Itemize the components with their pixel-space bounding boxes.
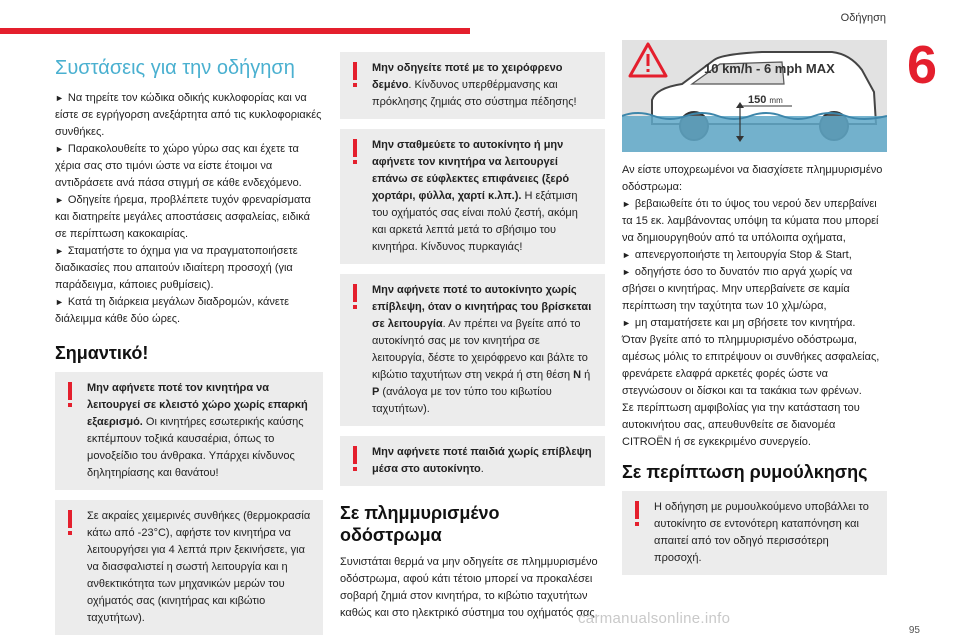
list-item: ► βεβαιωθείτε ότι το ύψος του νερού δεν υπερβαίνει τα 15 εκ. λαμβάνοντας υπόψη τα κύματα που μπορεί να δημιουργηθούν από τα υπόλοιπα οχήματα,	[622, 198, 879, 244]
header-title: Οδήγηση	[840, 12, 886, 24]
column-2	[340, 52, 605, 622]
triangle-bullet-icon: ►	[55, 144, 64, 154]
triangle-bullet-icon: ►	[55, 195, 64, 205]
list-item: ► οδηγήστε όσο το δυνατόν πιο αργά χωρίς να σβήσει ο κινητήρας. Μην υπερβαίνετε σε καμία περίπτωση την ταχύτητα των 10 χλμ/ώρα,	[622, 266, 853, 312]
after-flood-paragraph: Όταν βγείτε από το πλημμυρισμένο οδόστρωμα, αμέσως μόλις το επιτρέψουν οι συνθήκες ασφαλείας, φρενάρετε ελαφρά αρκετές φορές ώστε να στεγνώσουν οι δίσκοι και τα τακάκια των φρένων.	[622, 334, 880, 397]
flooded-road-illustration	[622, 40, 887, 152]
list-item: ► Κατά τη διάρκεια μεγάλων διαδρομών, κάνετε διάλειμμα κάθε δύο ώρες.	[55, 296, 289, 325]
driving-tips-list	[55, 90, 323, 328]
list-item: ► Οδηγείτε ήρεμα, προβλέπετε τυχόν φρεναρίσματα και διατηρείτε μεγάλες αποστάσεις ασφαλείας, ειδικά σε περίπτωση κακοκαιρίας.	[55, 194, 311, 240]
water-depth-label: 150 mm	[748, 94, 783, 106]
exclamation-icon	[352, 62, 358, 87]
triangle-bullet-icon: ►	[622, 199, 631, 209]
triangle-bullet-icon: ►	[55, 93, 64, 103]
column-1	[55, 52, 323, 640]
flood-paragraph: Συνιστάται θερμά να μην οδηγείτε σε πλημμυρισμένο οδόστρωμα, αφού κάτι τέτοιο μπορεί να προκαλέσει σοβαρή ζημιά στον κινητήρα, το κιβώτιο ταχυτήτων καθώς και στο ηλεκτρικό σύστημα του οχήματός σας.	[340, 556, 598, 619]
warning-box-flammable: Μην σταθμεύετε το αυτοκίνητο ή μην αφήνετε τον κινητήρα να λειτουργεί επάνω σε εύφλεκτες επιφάνειες (ξερό χορτάρι, φύλλα, χαρτί κ.λπ.). Η εξάτμιση του οχήματός σας είναι πολύ ζεστή, ακόμη και αρκετά λεπτά μετά το σβήσιμο του κινητήρα. Κίνδυνος πυρκαγιάς!	[340, 129, 605, 264]
triangle-bullet-icon: ►	[55, 246, 64, 256]
warning-box-ventilation: Μην αφήνετε ποτέ τον κινητήρα να λειτουργεί σε κλειστό χώρο χωρίς επαρκή εξαερισμό. Οι κινητήρες εσωτερικής καύσης εκπέμπουν τοξικά καυσαέρια, όπως το μονοξείδιο του άνθρακα. Υπάρχει κίνδυνος δηλητηρίασης και θανάτου!	[55, 372, 323, 490]
doubt-paragraph: Σε περίπτωση αμφιβολίας για την κατάσταση του αυτοκινήτου σας, απευθυνθείτε σε διανομέα CITROËN ή σε εγκεκριμένο συνεργείο.	[622, 402, 860, 448]
chapter-number: 6	[906, 35, 938, 95]
page-number: 95	[908, 625, 920, 636]
watermark: carmanualsonline.info	[578, 610, 731, 627]
header-red-bar	[0, 28, 470, 34]
exclamation-icon	[352, 139, 358, 164]
warning-box-winter: Σε ακραίες χειμερινές συνθήκες (θερμοκρασία κάτω από -23°C), αφήστε τον κινητήρα να λειτουργήσει για 4 λεπτά πριν ξεκινήσετε, για να διασφαλιστεί η σωστή λειτουργία και η ανθεκτικότητα των μηχανικών μερών του οχήματός σας (κινητήρας και κιβώτιο ταχυτήτων).	[55, 500, 323, 635]
triangle-bullet-icon: ►	[622, 250, 631, 260]
section-title-driving-tips: Συστάσεις για την οδήγηση	[55, 57, 295, 79]
flood-intro: Αν είστε υποχρεωμένοι να διασχίσετε πλημμυρισμένο οδόστρωμα:	[622, 164, 883, 193]
exclamation-icon	[67, 510, 73, 535]
warning-box-unattended-engine: Μην αφήνετε ποτέ το αυτοκίνητο χωρίς επίβλεψη, όταν ο κινητήρας του βρίσκεται σε λειτουργία. Αν πρέπει να βγείτε από το αυτοκίνητό σας με τον κινητήρα σε λειτουργία, δέστε το χειρόφρενο και βάλτε το κιβώτιο ταχυτήτων στη νεκρά ή στη θέση N ή P (ανάλογα με τον τύπο του κιβωτίου ταχυτήτων).	[340, 274, 605, 426]
triangle-bullet-icon: ►	[622, 267, 631, 277]
list-item: ► Να τηρείτε τον κώδικα οδικής κυκλοφορίας και να είστε σε εγρήγορση ανεξάρτητα από τις κυκλοφοριακές συνθήκες.	[55, 92, 322, 138]
list-item: ► μη σταματήσετε και μη σβήσετε τον κινητήρα.	[622, 317, 856, 329]
section-title-towing: Σε περίπτωση ρυμούλκησης	[622, 462, 868, 482]
speed-limit-label: 10 km/h - 6 mph MAX	[704, 61, 835, 76]
warning-box-children: Μην αφήνετε ποτέ παιδιά χωρίς επίβλεψη μέσα στο αυτοκίνητο.	[340, 436, 605, 486]
flood-steps-list	[622, 196, 887, 332]
warning-box-towing: Η οδήγηση με ρυμουλκούμενο υποβάλλει το αυτοκίνητο σε εντονότερη καταπόνηση και απαιτεί από τον οδηγό περισσότερη προσοχή.	[622, 491, 887, 575]
list-item: ► Παρακολουθείτε το χώρο γύρω σας και έχετε τα χέρια σας στο τιμόνι ώστε να είστε έτοιμοι να αντιδράσετε ανά πάσα στιγμή σε κάθε ενδεχόμενο.	[55, 143, 302, 189]
exclamation-icon	[352, 284, 358, 309]
triangle-bullet-icon: ►	[622, 318, 631, 328]
exclamation-icon	[67, 382, 73, 407]
exclamation-icon	[352, 446, 358, 471]
exclamation-icon	[634, 501, 640, 526]
warning-box-handbrake: Μην οδηγείτε ποτέ με το χειρόφρενο δεμένο. Κίνδυνος υπερθέρμανσης και πρόκλησης ζημιάς στο σύστημα πέδησης!	[340, 52, 605, 119]
section-title-flooded-road: Σε πλημμυρισμένο οδόστρωμα	[340, 503, 500, 545]
list-item: ► Σταματήστε το όχημα για να πραγματοποιήσετε διαδικασίες που απαιτούν ιδιαίτερη προσοχή (για παράδειγμα, κάποιες ρυθμίσεις).	[55, 245, 298, 291]
list-item: ► απενεργοποιήστε τη λειτουργία Stop & Start,	[622, 249, 852, 261]
column-3	[622, 40, 887, 585]
triangle-bullet-icon: ►	[55, 297, 64, 307]
section-title-important: Σημαντικό!	[55, 343, 149, 363]
